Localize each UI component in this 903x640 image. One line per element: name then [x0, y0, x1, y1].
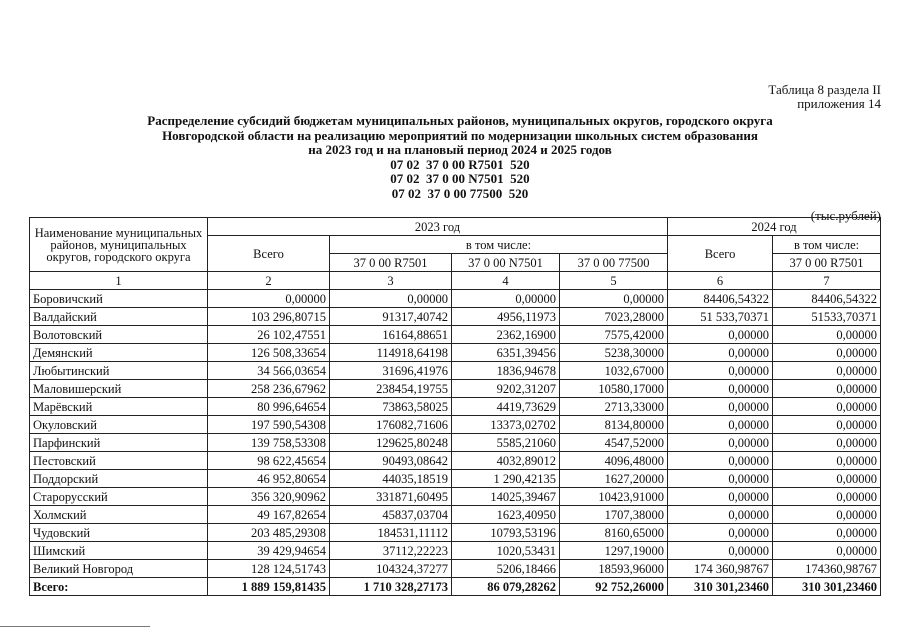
column-number: 5: [560, 272, 668, 290]
municipality-name: Маловишерский: [30, 380, 208, 398]
municipality-name: Любытинский: [30, 362, 208, 380]
note-line-2: приложения 14: [797, 96, 881, 111]
amount-cell: 0,00000: [668, 542, 773, 560]
amount-cell: 0,00000: [668, 398, 773, 416]
amount-cell: 4419,73629: [452, 398, 560, 416]
header-including-2024: в том числе:: [773, 236, 881, 254]
table-row: [30, 290, 881, 308]
amount-cell: 37112,22223: [330, 542, 452, 560]
table-row: [30, 470, 881, 488]
municipality-name: Старорусский: [30, 488, 208, 506]
amount-cell: 5206,18466: [452, 560, 560, 578]
amount-cell: 51 533,70371: [668, 308, 773, 326]
amount-cell: 0,00000: [773, 470, 881, 488]
amount-cell: 4032,89012: [452, 452, 560, 470]
budget-code-1: 07 02 37 0 00 R7501 520: [390, 156, 530, 172]
municipality-name: Пестовский: [30, 452, 208, 470]
column-number: 3: [330, 272, 452, 290]
title-line-3: на 2023 год и на плановый период 2024 и 2025 годов: [308, 142, 612, 157]
amount-cell: 203 485,29308: [208, 524, 330, 542]
amount-cell: 174360,98767: [773, 560, 881, 578]
column-number: 2: [208, 272, 330, 290]
header-including-2023: в том числе:: [330, 236, 668, 254]
municipality-name: Чудовский: [30, 524, 208, 542]
amount-cell: 139 758,53308: [208, 434, 330, 452]
amount-cell: 8160,65000: [560, 524, 668, 542]
budget-code-3: 07 02 37 0 00 77500 520: [391, 185, 529, 201]
table-row: [30, 362, 881, 380]
municipality-name: Парфинский: [30, 434, 208, 452]
amount-cell: 1836,94678: [452, 362, 560, 380]
amount-cell: 238454,19755: [330, 380, 452, 398]
amount-cell: 0,00000: [773, 452, 881, 470]
amount-cell: 46 952,80654: [208, 470, 330, 488]
amount-cell: 128 124,51743: [208, 560, 330, 578]
amount-cell: 0,00000: [773, 398, 881, 416]
table-row: [30, 488, 881, 506]
total-amount: 310 301,23460: [773, 578, 881, 596]
amount-cell: 0,00000: [773, 488, 881, 506]
amount-cell: 0,00000: [773, 524, 881, 542]
amount-cell: 80 996,64654: [208, 398, 330, 416]
municipality-name: Холмский: [30, 506, 208, 524]
amount-cell: 0,00000: [773, 434, 881, 452]
amount-cell: 184531,11112: [330, 524, 452, 542]
amount-cell: 18593,96000: [560, 560, 668, 578]
table-row: [30, 344, 881, 362]
municipality-name: Демянский: [30, 344, 208, 362]
amount-cell: 4096,48000: [560, 452, 668, 470]
amount-cell: 0,00000: [668, 326, 773, 344]
table-row: [30, 380, 881, 398]
municipality-name: Великий Новгород: [30, 560, 208, 578]
amount-cell: 49 167,82654: [208, 506, 330, 524]
amount-cell: 0,00000: [452, 290, 560, 308]
amount-cell: 356 320,90962: [208, 488, 330, 506]
table-row: [30, 434, 881, 452]
total-amount: 1 710 328,27173: [330, 578, 452, 596]
amount-cell: 5238,30000: [560, 344, 668, 362]
title-line-1: Распределение субсидий бюджетам муниципальных районов, муниципальных округов, городского округа: [147, 113, 773, 128]
amount-cell: 0,00000: [773, 344, 881, 362]
amount-cell: 126 508,33654: [208, 344, 330, 362]
amount-cell: 84406,54322: [773, 290, 881, 308]
amount-cell: 16164,88651: [330, 326, 452, 344]
amount-cell: 176082,71606: [330, 416, 452, 434]
municipality-name: Боровичский: [30, 290, 208, 308]
amount-cell: 31696,41976: [330, 362, 452, 380]
amount-cell: 4956,11973: [452, 308, 560, 326]
municipality-name: Волотовский: [30, 326, 208, 344]
amount-cell: 73863,58025: [330, 398, 452, 416]
subsidy-table: [29, 217, 881, 596]
table-row: [30, 524, 881, 542]
footnote-divider: [0, 626, 150, 627]
amount-cell: 174 360,98767: [668, 560, 773, 578]
unit-label: (тыс.рублей): [810, 208, 881, 223]
municipality-name: Валдайский: [30, 308, 208, 326]
municipality-name: Марёвский: [30, 398, 208, 416]
amount-cell: 1623,40950: [452, 506, 560, 524]
amount-cell: 0,00000: [330, 290, 452, 308]
amount-cell: 0,00000: [668, 488, 773, 506]
amount-cell: 1032,67000: [560, 362, 668, 380]
amount-cell: 0,00000: [668, 506, 773, 524]
municipality-name: Поддорский: [30, 470, 208, 488]
table-row: [30, 542, 881, 560]
amount-cell: 0,00000: [560, 290, 668, 308]
total-amount: 92 752,26000: [560, 578, 668, 596]
amount-cell: 104324,37277: [330, 560, 452, 578]
amount-cell: 0,00000: [773, 416, 881, 434]
total-amount: 86 079,28262: [452, 578, 560, 596]
amount-cell: 1707,38000: [560, 506, 668, 524]
total-amount: 1 889 159,81435: [208, 578, 330, 596]
header-code-n7501: 37 0 00 N7501: [452, 254, 560, 272]
amount-cell: 0,00000: [668, 380, 773, 398]
table-row: [30, 326, 881, 344]
table-row: [30, 560, 881, 578]
header-code-r7501-2024: 37 0 00 R7501: [773, 254, 881, 272]
table-row: [30, 308, 881, 326]
column-number: 6: [668, 272, 773, 290]
amount-cell: 0,00000: [668, 434, 773, 452]
amount-cell: 14025,39467: [452, 488, 560, 506]
amount-cell: 0,00000: [208, 290, 330, 308]
amount-cell: 1627,20000: [560, 470, 668, 488]
amount-cell: 0,00000: [668, 416, 773, 434]
header-code-77500: 37 0 00 77500: [560, 254, 668, 272]
amount-cell: 5585,21060: [452, 434, 560, 452]
amount-cell: 0,00000: [773, 380, 881, 398]
amount-cell: 98 622,45654: [208, 452, 330, 470]
table-row: [30, 452, 881, 470]
amount-cell: 0,00000: [773, 362, 881, 380]
amount-cell: 1020,53431: [452, 542, 560, 560]
amount-cell: 197 590,54308: [208, 416, 330, 434]
amount-cell: 0,00000: [773, 326, 881, 344]
budget-code-2: 07 02 37 0 00 N7501 520: [390, 171, 530, 186]
table-body: [30, 290, 881, 596]
header-total-2024: Всего: [668, 236, 773, 272]
amount-cell: 9202,31207: [452, 380, 560, 398]
amount-cell: 13373,02702: [452, 416, 560, 434]
amount-cell: 0,00000: [668, 452, 773, 470]
header-total-2023: Всего: [208, 236, 330, 272]
total-label: Всего:: [30, 578, 208, 596]
amount-cell: 114918,64198: [330, 344, 452, 362]
amount-cell: 0,00000: [668, 470, 773, 488]
amount-cell: 331871,60495: [330, 488, 452, 506]
amount-cell: 0,00000: [668, 362, 773, 380]
title-line-2: Новгородской области на реализацию мероприятий по модернизации школьных систем образования: [162, 127, 758, 143]
total-row: [30, 578, 881, 596]
amount-cell: 7575,42000: [560, 326, 668, 344]
table-row: [30, 506, 881, 524]
amount-cell: 39 429,94654: [208, 542, 330, 560]
amount-cell: 1297,19000: [560, 542, 668, 560]
amount-cell: 10580,17000: [560, 380, 668, 398]
amount-cell: 129625,80248: [330, 434, 452, 452]
amount-cell: 6351,39456: [452, 344, 560, 362]
amount-cell: 0,00000: [668, 344, 773, 362]
amount-cell: 45837,03704: [330, 506, 452, 524]
amount-cell: 10793,53196: [452, 524, 560, 542]
header-code-r7501: 37 0 00 R7501: [330, 254, 452, 272]
amount-cell: 1 290,42135: [452, 470, 560, 488]
header-name-column: Наименование муниципальных районов, муниципальных округов, городского округа: [30, 218, 208, 272]
amount-cell: 0,00000: [773, 542, 881, 560]
table-reference-note: [768, 83, 881, 111]
amount-cell: 26 102,47551: [208, 326, 330, 344]
amount-cell: 0,00000: [668, 524, 773, 542]
column-number: 1: [30, 272, 208, 290]
amount-cell: 84406,54322: [668, 290, 773, 308]
amount-cell: 8134,80000: [560, 416, 668, 434]
amount-cell: 258 236,67962: [208, 380, 330, 398]
header-year-2023: 2023 год: [208, 218, 668, 236]
note-line-1: Таблица 8 раздела II: [768, 82, 881, 97]
amount-cell: 44035,18519: [330, 470, 452, 488]
municipality-name: Окуловский: [30, 416, 208, 434]
header-year-2024: 2024 год: [668, 218, 881, 236]
total-amount: 310 301,23460: [668, 578, 773, 596]
amount-cell: 90493,08642: [330, 452, 452, 470]
amount-cell: 2362,16900: [452, 326, 560, 344]
amount-cell: 0,00000: [773, 506, 881, 524]
amount-cell: 91317,40742: [330, 308, 452, 326]
amount-cell: 10423,91000: [560, 488, 668, 506]
amount-cell: 7023,28000: [560, 308, 668, 326]
column-number: 4: [452, 272, 560, 290]
table-row: [30, 416, 881, 434]
amount-cell: 51533,70371: [773, 308, 881, 326]
document-title: [60, 114, 860, 201]
municipality-name: Шимский: [30, 542, 208, 560]
amount-cell: 34 566,03654: [208, 362, 330, 380]
amount-cell: 2713,33000: [560, 398, 668, 416]
column-number: 7: [773, 272, 881, 290]
amount-cell: 103 296,80715: [208, 308, 330, 326]
table-row: [30, 398, 881, 416]
amount-cell: 4547,52000: [560, 434, 668, 452]
